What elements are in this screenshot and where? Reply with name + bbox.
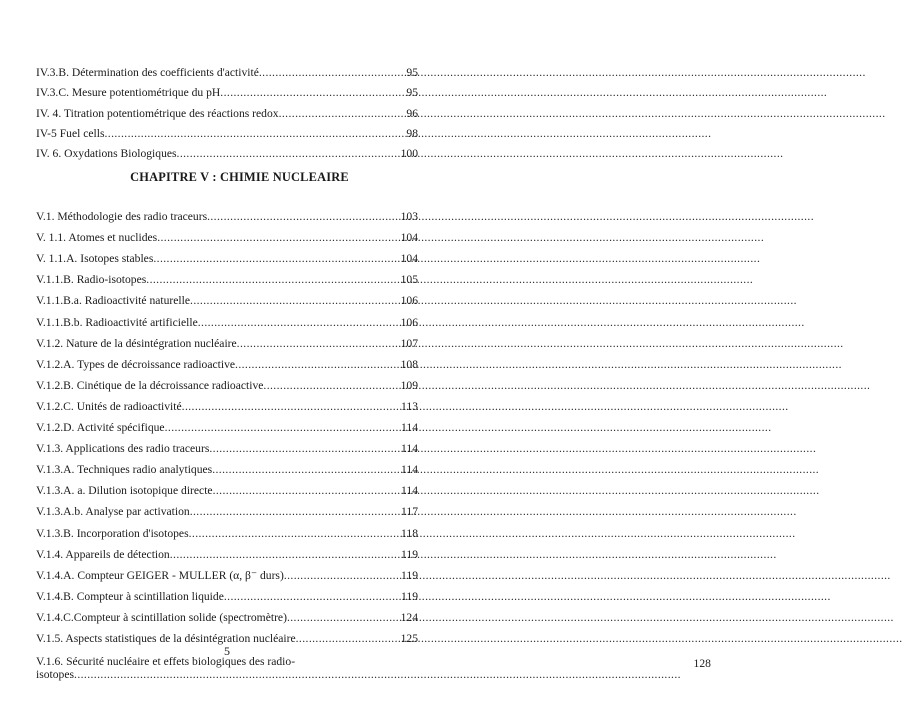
- toc-entry-page: 100: [400, 146, 418, 160]
- dot-leader: [153, 252, 388, 265]
- toc-entry-label: V.1.3. Applications des radio traceurs: [36, 442, 210, 456]
- dot-leader: [170, 548, 388, 561]
- dot-leader: [212, 463, 388, 476]
- dot-leader: [207, 210, 388, 223]
- dot-leader: [177, 147, 388, 160]
- toc-entry-page: 114: [401, 421, 418, 435]
- toc-entry[interactable]: [36, 561, 418, 582]
- toc-entry-label: V.1.4.B. Compteur à scintillation liquide: [36, 589, 224, 603]
- toc-entry-label: V.1.4.C.Compteur à scintillation solide (spectromètre): [36, 610, 287, 624]
- dot-leader: [235, 358, 388, 371]
- toc-entry-label: V.1.1.B.b. Radioactivité artificielle: [36, 315, 198, 329]
- toc-entry-label: V.1.3.A. a. Dilution isotopique directe: [36, 484, 213, 498]
- toc-entry-label: V.1.2.B. Cinétique de la décroissance radioactive: [36, 378, 264, 392]
- toc-entry-label: V.1.1.B.a. Radioactivité naturelle: [36, 294, 191, 308]
- toc-entry-label: V.1.2.A. Types de décroissance radioactive: [36, 357, 236, 371]
- toc-entry[interactable]: [36, 518, 418, 539]
- toc-entry[interactable]: [36, 59, 418, 79]
- toc-entry-page: 98: [406, 126, 418, 140]
- toc-entry-page: 109: [400, 378, 418, 392]
- toc-section-chapter-4: [36, 59, 418, 160]
- dot-leader: [165, 421, 388, 434]
- toc-entry-page: 108: [400, 357, 418, 371]
- toc-entry-page: 128: [693, 657, 711, 671]
- toc-entry-page: 105: [400, 273, 418, 287]
- toc-entry-label: V. 1.1. Atomes et nuclides: [36, 231, 158, 245]
- toc-entry[interactable]: [36, 582, 418, 603]
- toc-entry[interactable]: [36, 329, 418, 350]
- toc-entry-page: 125: [400, 631, 418, 645]
- toc-entry-label: V.1.3.B. Incorporation d'isotopes: [36, 526, 189, 540]
- toc-entry-label: V. 1.1.A. Isotopes stables: [36, 252, 154, 266]
- toc-entry-page: 104: [400, 231, 418, 245]
- toc-entry[interactable]: [36, 79, 418, 99]
- dot-leader: [189, 527, 388, 540]
- toc-entry-page: 106: [400, 294, 418, 308]
- toc-entry-label: IV. 4. Titration potentiométrique des réactions redox: [36, 106, 279, 120]
- toc-entry-page: 118: [401, 526, 418, 540]
- toc-entry-page: 114: [401, 463, 418, 477]
- toc-entry-page: 107: [400, 336, 418, 350]
- dot-leader: [182, 400, 388, 413]
- toc-entry[interactable]: [36, 140, 418, 160]
- toc-entry-page: 113: [401, 399, 418, 413]
- toc-entry-label: IV. 6. Oxydations Biologiques: [36, 146, 177, 160]
- toc-entry-label: V.1.1.B. Radio-isotopes: [36, 273, 147, 287]
- dot-leader: [279, 107, 388, 120]
- toc-entry[interactable]: [36, 244, 418, 265]
- toc-entry-page: 95: [406, 66, 418, 80]
- toc-entry-page: 114: [401, 484, 418, 498]
- toc-entry-label: V.1.2.C. Unités de radioactivité: [36, 399, 182, 413]
- chapter-heading: CHAPITRE V : CHIMIE NUCLEAIRE: [130, 170, 349, 184]
- toc-entry-label: V.1.2. Nature de la désintégration nucléaire: [36, 336, 237, 350]
- dot-leader: [237, 337, 388, 350]
- toc-entry-page: 96: [406, 106, 418, 120]
- toc-entry-page: 119: [401, 547, 418, 561]
- toc-entry-label: IV.3.B. Détermination des coefficients d'activité: [36, 66, 259, 80]
- toc-entry[interactable]: [36, 120, 418, 140]
- toc-entry[interactable]: [36, 202, 418, 223]
- page-number: 5: [224, 644, 230, 658]
- toc-entry-label: V.1.4. Appareils de détection: [36, 547, 170, 561]
- toc-entry-page: 114: [401, 442, 418, 456]
- toc-entry-label: V.1.3.A.b. Analyse par activation: [36, 505, 190, 519]
- toc-entry-label-line1: V.1.6. Sécurité nucléaire et effets biologiques des radio-: [36, 654, 296, 668]
- toc-entry-label: V.1.3.A. Techniques radio analytiques: [36, 463, 213, 477]
- dot-leader: [213, 484, 388, 497]
- dot-leader: [224, 590, 388, 603]
- toc-entry[interactable]: [36, 371, 418, 392]
- toc-entry[interactable]: [36, 497, 418, 518]
- toc-entry[interactable]: [36, 286, 418, 307]
- dot-leader: [220, 86, 388, 99]
- dot-leader: [198, 316, 388, 329]
- toc-entry-page: 104: [400, 252, 418, 266]
- dot-leader: [190, 505, 388, 518]
- dot-leader: [263, 379, 388, 392]
- dot-leader: [104, 127, 388, 140]
- dot-leader: [284, 569, 388, 582]
- toc-entry-label: isotopes: [36, 667, 75, 681]
- toc-entry[interactable]: [36, 99, 418, 119]
- toc-entry[interactable]: [36, 540, 418, 561]
- toc-entry-label: V.1.4.A. Compteur GEIGER - MULLER (α, β⁻ durs): [36, 568, 284, 582]
- toc-entry[interactable]: [36, 223, 418, 244]
- toc-entry[interactable]: [36, 413, 418, 434]
- toc-entry[interactable]: [36, 434, 418, 455]
- toc-entry-page: 106: [400, 315, 418, 329]
- toc-entry-page: 95: [406, 86, 418, 100]
- toc-entry-page: 119: [401, 568, 418, 582]
- toc-entry-page: 119: [401, 589, 418, 603]
- dot-leader: [157, 231, 388, 244]
- toc-entry[interactable]: [36, 307, 418, 328]
- toc-entry[interactable]: [36, 265, 418, 286]
- toc-entry[interactable]: [36, 350, 418, 371]
- dot-leader: [190, 294, 388, 307]
- toc-entry[interactable]: [36, 392, 418, 413]
- dot-leader: [209, 442, 388, 455]
- toc-entry-label: IV-5 Fuel cells: [36, 126, 105, 140]
- toc-entry-page: 124: [400, 610, 418, 624]
- dot-leader: [259, 66, 388, 79]
- dot-leader: [287, 611, 388, 624]
- toc-entry-page: 103: [400, 210, 418, 224]
- toc-section-chapter-5: [36, 202, 711, 681]
- toc-entry[interactable]: [36, 624, 418, 645]
- toc-entry[interactable]: [36, 603, 418, 624]
- toc-entry-label: V.1. Méthodologie des radio traceurs: [36, 210, 208, 224]
- toc-entry-page: 117: [401, 505, 418, 519]
- toc-entry-label: V.1.2.D. Activité spécifique: [36, 421, 165, 435]
- toc-entry-label-line2: [36, 668, 681, 681]
- dot-leader: [74, 668, 681, 681]
- toc-entry-label: V.1.5. Aspects statistiques de la désintégration nucléaire: [36, 631, 296, 645]
- toc-entry[interactable]: [36, 476, 418, 497]
- dot-leader: [146, 273, 388, 286]
- toc-entry-label: IV.3.C. Mesure potentiométrique du pH: [36, 86, 221, 100]
- toc-entry[interactable]: [36, 455, 418, 476]
